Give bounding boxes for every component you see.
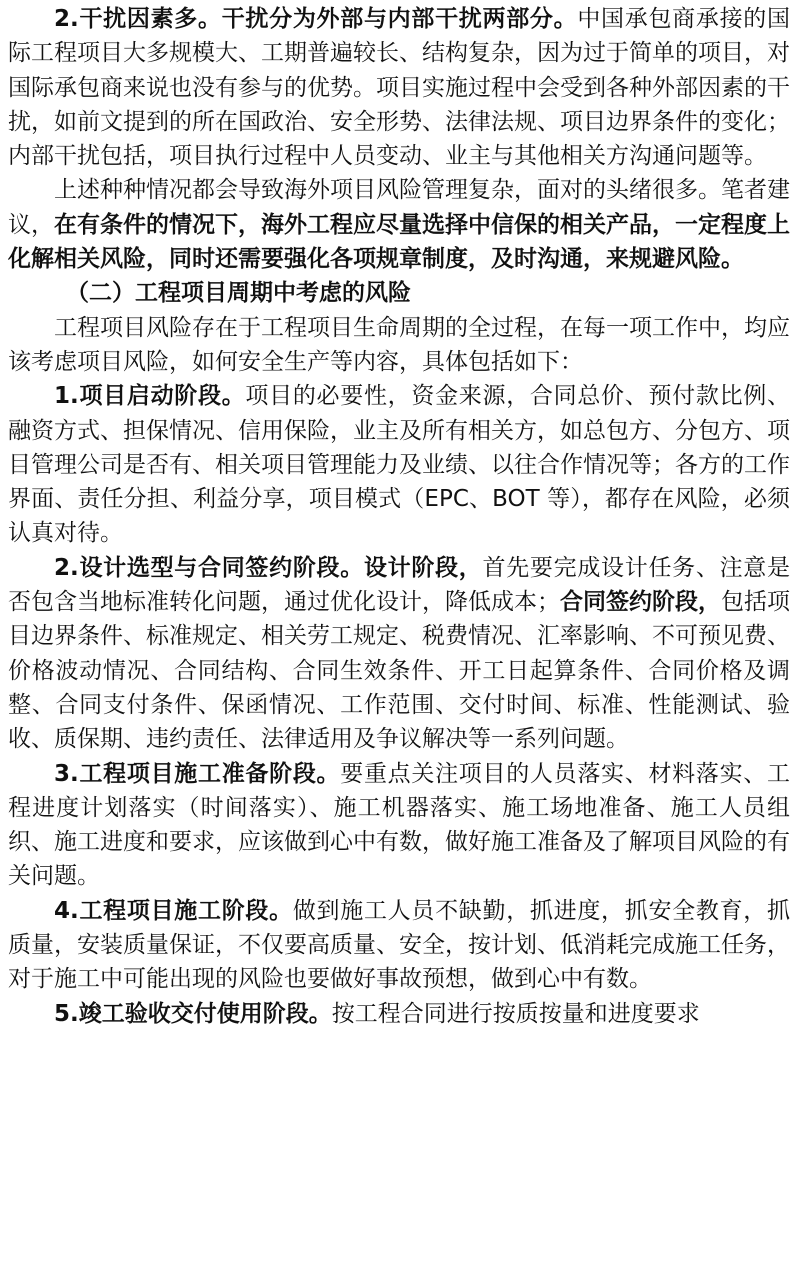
bold-lead: 2.干扰因素多。干扰分为外部与内部干扰两部分。: [54, 6, 578, 32]
bold-lead: 1.项目启动阶段。: [54, 383, 246, 410]
paragraph-text: 上述种种情况都会导致海外项目风险管理复杂，面对的头绪很多。笔者建议，: [8, 177, 790, 238]
paragraph-acceptance-phase: [8, 997, 790, 1031]
bold-recommendation: 在有条件的情况下，海外工程应尽量选择中信保的相关产品，一定程度上化解相关风险，同时还需要强化各项规章制度，及时沟通，来规避风险。: [8, 211, 790, 273]
paragraph-text: 中国承包商承接的国际工程项目大多规模大、工期普遍较长、结构复杂，因为过于简单的项目，对国际承包商来说也没有参与的优势。项目实施过程中会受到各种外部因素的干扰，如前文提到的所在国政治、安全形势、法律法规、项目边界条件的变化；内部干扰包括，项目执行过程中人员变动、业主与其他相关方沟通问题等。: [8, 6, 790, 170]
paragraph-text: 按工程合同进行按质按量和进度要求: [331, 1000, 700, 1027]
paragraph-construction-prep-phase: [8, 757, 790, 894]
bold-design-phase: 设计阶段，: [363, 554, 483, 581]
paragraph-lifecycle-intro: [8, 311, 790, 380]
paragraph-text: 要重点关注项目的人员落实、材料落实、工程进度计划落实（时间落实）、施工机器落实、施工场地准备、施工人员组织、施工进度和要求，应该做到心中有数，做好施工准备及了解项目风险的有关问题。: [8, 760, 791, 890]
paragraph-startup-phase: [8, 379, 790, 550]
paragraph-text: 包括项目边界条件、标准规定、相关劳工规定、税费情况、汇率影响、不可预见费、价格波动情况、合同结构、合同生效条件、开工日起算条件、合同价格及调整、合同支付条件、保函情况、工作范围、交付时间、标准、性能测试、验收、质保期、违约责任、法律适用及争议解决等一系列问题。: [8, 589, 790, 753]
paragraph-design-contract-phase: [8, 551, 790, 757]
bold-lead: 4.工程项目施工阶段。: [54, 897, 293, 924]
paragraph-author-suggestion: [8, 173, 790, 276]
bold-lead: 5.竣工验收交付使用阶段。: [54, 1000, 332, 1027]
paragraph-text: 项目的必要性，资金来源，合同总价、预付款比例、融资方式、担保情况、信用保险，业主及所有相关方，如总包方、分包方、项目管理公司是否有、相关项目管理能力及业绩、以往合作情况等；各方的工作界面、责任分担、利益分享，项目模式（EPC、BOT 等），都存在风险，必须认真对待。: [8, 383, 791, 547]
paragraph-text: 工程项目风险存在于工程项目生命周期的全过程，在每一项工作中，均应该考虑项目风险，如何安全生产等内容，具体包括如下：: [8, 314, 790, 375]
paragraph-text: 做到施工人员不缺勤，抓进度，抓安全教育，抓质量，安装质量保证，不仅要高质量、安全，按计划、低消耗完成施工任务，对于施工中可能出现的风险也要做好事故预想，做到心中有数。: [8, 897, 790, 993]
bold-lead: 2.设计选型与合同签约阶段。: [54, 554, 364, 581]
paragraph-construction-phase: [8, 894, 790, 997]
bold-lead: 3.工程项目施工准备阶段。: [54, 760, 341, 787]
bold-contract-phase: 合同签约阶段，: [560, 589, 721, 616]
paragraph-interference-factors: [8, 2, 790, 173]
paragraph-text: 首先要完成设计任务、注意是否包含当地标准转化问题，通过优化设计，降低成本；: [8, 554, 791, 616]
section-heading: （二）工程项目周期中考虑的风险: [66, 280, 411, 307]
